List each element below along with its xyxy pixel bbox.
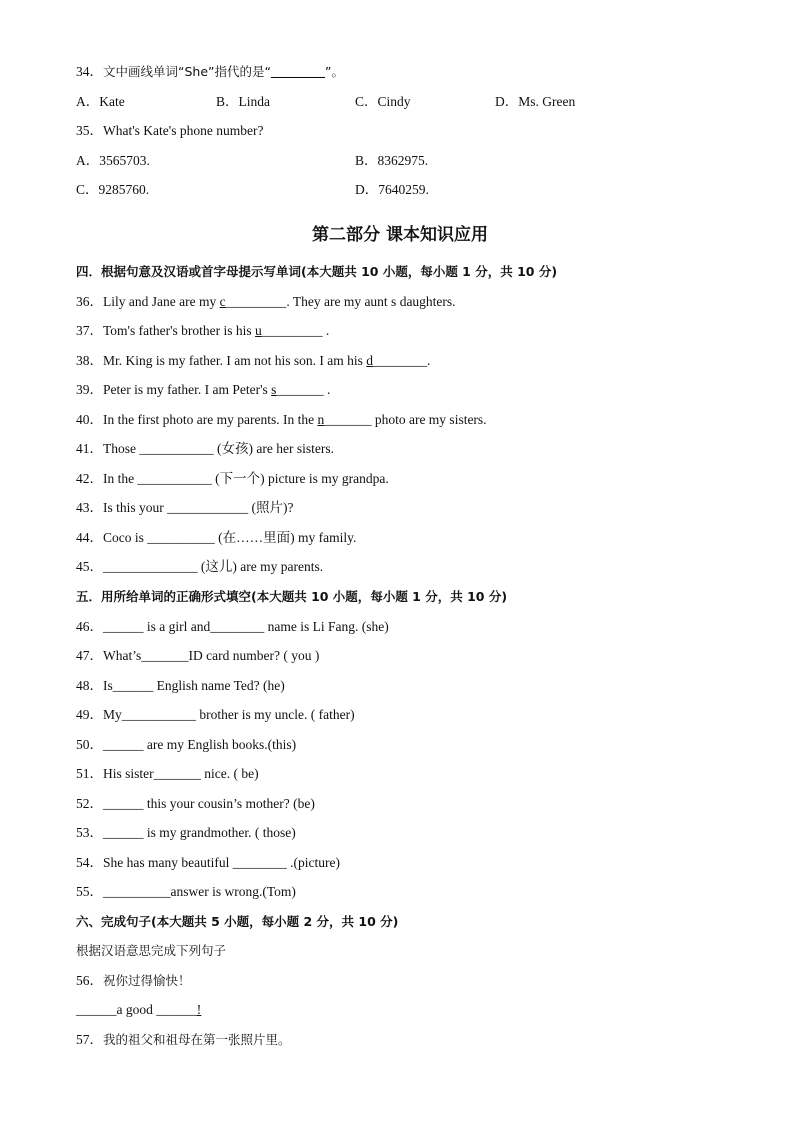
question-text: 我的祖父和祖母在第一张照片里。 xyxy=(103,1032,291,1047)
question-51 xyxy=(76,765,259,783)
question-text[interactable]: Those ___________ (女孩) are her sisters. xyxy=(103,441,334,456)
section-instruction: 根据汉语意思完成下列句子 xyxy=(76,943,227,958)
question-text[interactable]: Is______ English name Ted? (he) xyxy=(103,678,285,693)
question-text[interactable]: __________answer is wrong.(Tom) xyxy=(103,884,296,899)
question-number: 55． xyxy=(76,884,103,899)
question-57 xyxy=(76,1031,291,1049)
question-number: 50． xyxy=(76,737,103,752)
question-text[interactable]: ______ is my grandmother. ( those) xyxy=(103,825,296,840)
question-number: 52． xyxy=(76,796,103,811)
option-c[interactable]: C．9285760. xyxy=(76,182,150,197)
question-text-end: . xyxy=(323,382,331,397)
question-56 xyxy=(76,972,191,990)
question-40 xyxy=(76,411,487,429)
question-text[interactable]: ______________ (这儿) are my parents. xyxy=(103,559,324,574)
question-number: 35． xyxy=(76,123,103,138)
answer-blank[interactable]: _______ xyxy=(276,382,324,397)
answer-blank[interactable]: _________ xyxy=(225,294,287,309)
answer-blank[interactable]: ________ xyxy=(372,353,427,368)
question-number: 57． xyxy=(76,1032,103,1047)
question-text: What's Kate's phone number? xyxy=(103,123,264,138)
question-text: Mr. King is my father. I am not his son. I am his xyxy=(103,353,367,368)
option-b[interactable]: B．Linda xyxy=(216,94,270,109)
question-text-end: ”。 xyxy=(324,64,344,79)
question-number: 34． xyxy=(76,64,103,79)
question-number: 51． xyxy=(76,766,103,781)
question-number: 53． xyxy=(76,825,103,840)
answer-end-mark: ! xyxy=(196,1002,202,1017)
hint-letter: d xyxy=(366,353,373,368)
option-d[interactable]: D．Ms. Green xyxy=(495,94,576,109)
question-number: 49． xyxy=(76,707,103,722)
question-36 xyxy=(76,293,456,311)
question-text[interactable]: His sister_______ nice. ( be) xyxy=(103,766,259,781)
question-text-end: . xyxy=(322,323,330,338)
question-34 xyxy=(76,63,344,81)
question-42 xyxy=(76,470,389,488)
answer-blank[interactable]: _________ xyxy=(261,323,323,338)
question-text-end: . They are my aunt s daughters. xyxy=(286,294,456,309)
question-53 xyxy=(76,824,296,842)
question-number: 54． xyxy=(76,855,103,870)
section-heading: 四．根据句意及汉语或首字母提示写单词(本大题共 10 小题，每小题 1 分，共 10 分) xyxy=(76,264,558,279)
question-43 xyxy=(76,499,293,517)
answer-line[interactable]: ______a good ______ xyxy=(76,1002,197,1017)
question-56-answer[interactable] xyxy=(76,1001,201,1019)
question-48 xyxy=(76,677,285,695)
section-heading: 五．用所给单词的正确形式填空(本大题共 10 小题，每小题 1 分，共 10 分) xyxy=(76,589,508,604)
hint-letter: n xyxy=(317,412,325,427)
question-44 xyxy=(76,529,356,547)
hint-letter: u xyxy=(255,323,262,338)
question-text[interactable]: ______ is a girl and________ name is Li Fang. (she) xyxy=(103,619,389,634)
question-55 xyxy=(76,883,296,901)
question-number: 56． xyxy=(76,973,103,988)
question-number: 45． xyxy=(76,559,103,574)
question-text[interactable]: Is this your ____________ (照片)? xyxy=(103,500,294,515)
question-54 xyxy=(76,854,340,872)
question-50 xyxy=(76,736,296,754)
question-number: 37． xyxy=(76,323,103,338)
question-number: 38． xyxy=(76,353,103,368)
answer-blank[interactable]: _______ xyxy=(324,412,372,427)
question-text: In the first photo are my parents. In the xyxy=(103,412,318,427)
question-41 xyxy=(76,440,334,458)
question-text: Lily and Jane are my xyxy=(103,294,220,309)
option-d[interactable]: D．7640259. xyxy=(355,182,429,197)
question-number: 42． xyxy=(76,471,103,486)
option-b[interactable]: B．8362975. xyxy=(355,153,429,168)
option-a[interactable]: A．3565703. xyxy=(76,153,150,168)
question-text: Peter is my father. I am Peter's xyxy=(103,382,272,397)
question-text[interactable]: ______ are my English books.(this) xyxy=(103,737,297,752)
question-text-end: photo are my sisters. xyxy=(371,412,487,427)
question-47 xyxy=(76,647,319,665)
option-a[interactable]: A．Kate xyxy=(76,94,125,109)
question-number: 43． xyxy=(76,500,103,515)
question-text: 文中画线单词“She”指代的是“ xyxy=(103,64,271,79)
question-text[interactable]: My___________ brother is my uncle. ( father) xyxy=(103,707,355,722)
question-text[interactable]: She has many beautiful ________ .(picture) xyxy=(103,855,340,870)
question-text[interactable]: What’s_______ID card number? ( you ) xyxy=(103,648,320,663)
question-text[interactable]: ______ this your cousin’s mother? (be) xyxy=(103,796,315,811)
question-35 xyxy=(76,122,263,140)
question-number: 48． xyxy=(76,678,103,693)
hint-letter: c xyxy=(219,294,226,309)
question-text: 祝你过得愉快！ xyxy=(103,973,191,988)
question-number: 44． xyxy=(76,530,103,545)
question-text-end: . xyxy=(426,353,431,368)
question-39 xyxy=(76,381,330,399)
part-title: 第二部分 课本知识应用 xyxy=(312,225,488,245)
question-number: 36． xyxy=(76,294,103,309)
option-c[interactable]: C．Cindy xyxy=(355,94,411,109)
question-46 xyxy=(76,618,389,636)
question-text[interactable]: Coco is __________ (在……里面) my family. xyxy=(103,530,357,545)
question-text[interactable]: In the ___________ (下一个) picture is my grandpa. xyxy=(103,471,389,486)
question-number: 40． xyxy=(76,412,103,427)
question-45 xyxy=(76,558,323,576)
question-49 xyxy=(76,706,355,724)
answer-blank[interactable]: ________ xyxy=(270,64,325,79)
question-37 xyxy=(76,322,329,340)
question-text: Tom's father's brother is his xyxy=(103,323,256,338)
section-heading: 六、完成句子(本大题共 5 小题，每小题 2 分，共 10 分) xyxy=(76,914,399,929)
question-52 xyxy=(76,795,315,813)
hint-letter: s xyxy=(271,382,277,397)
question-number: 41． xyxy=(76,441,103,456)
question-38 xyxy=(76,352,430,370)
question-number: 39． xyxy=(76,382,103,397)
question-number: 46． xyxy=(76,619,103,634)
question-number: 47． xyxy=(76,648,103,663)
